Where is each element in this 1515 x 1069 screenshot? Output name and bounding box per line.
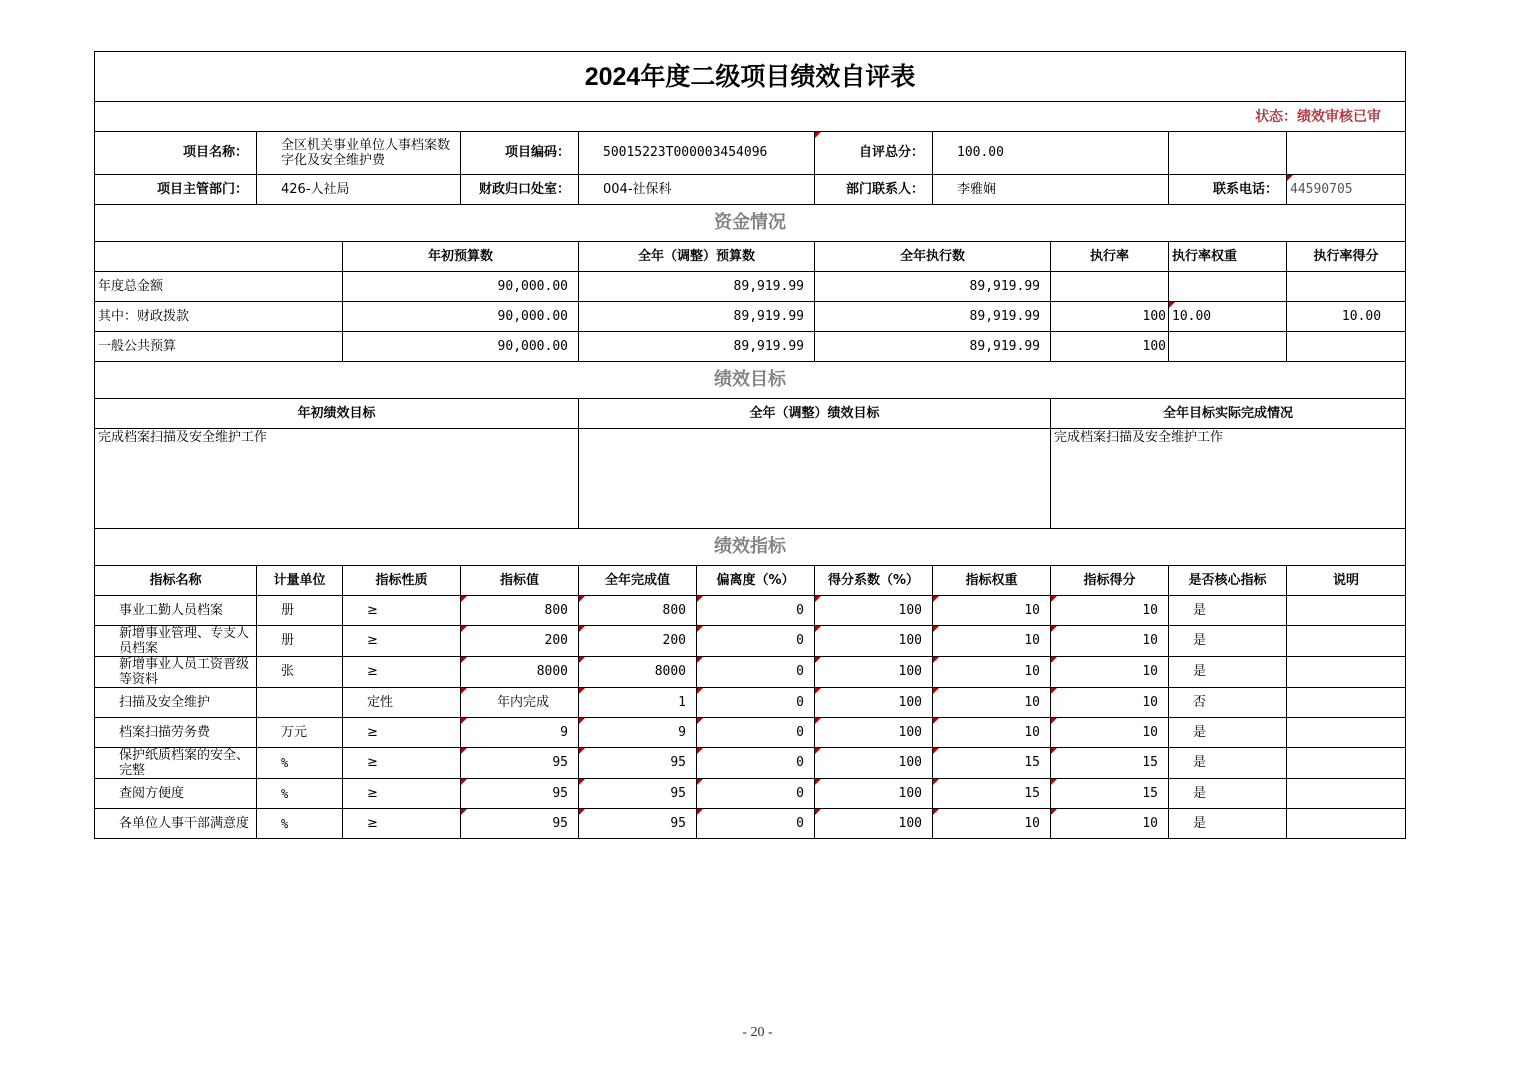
indicator-nature: 定性 [343, 688, 461, 718]
indicators-section-title: 绩效指标 [95, 529, 1406, 566]
indicator-score: 15 [1051, 779, 1169, 809]
indicator-coef: 100 [815, 626, 933, 657]
indicator-weight: 10 [933, 718, 1051, 748]
indicator-unit: 册 [257, 626, 343, 657]
funds-weight: 10.00 [1169, 302, 1287, 332]
funds-initial: 90,000.00 [343, 332, 579, 362]
funds-initial: 90,000.00 [343, 272, 579, 302]
indicator-target: 9 [461, 718, 579, 748]
indicator-nature: ≥ [343, 809, 461, 839]
empty-cell [95, 242, 343, 272]
indicator-score: 10 [1051, 596, 1169, 626]
indicator-target: 800 [461, 596, 579, 626]
evaluation-table [94, 51, 1406, 839]
goals-section-title: 绩效目标 [95, 362, 1406, 399]
funds-row [95, 332, 1406, 362]
indicator-header: 指标值 [461, 566, 579, 596]
performance-sheet [94, 51, 1405, 839]
indicator-unit [257, 688, 343, 718]
indicator-rows [95, 596, 1406, 839]
indicator-weight: 10 [933, 657, 1051, 688]
status-badge: 状态：绩效审核已审 [95, 102, 1406, 132]
indicator-name: 新增事业管理、专支人员档案 [95, 626, 257, 657]
table-row [95, 596, 1406, 626]
funds-adjusted: 89,919.99 [579, 332, 815, 362]
indicator-name: 新增事业人员工资晋级等资料 [95, 657, 257, 688]
indicator-weight: 10 [933, 809, 1051, 839]
indicator-unit: % [257, 748, 343, 779]
dept-label: 项目主管部门： [95, 175, 257, 205]
indicator-done: 200 [579, 626, 697, 657]
funds-initial: 90,000.00 [343, 302, 579, 332]
funds-header: 执行率 [1051, 242, 1169, 272]
indicator-name: 保护纸质档案的安全、完整 [95, 748, 257, 779]
indicator-weight: 10 [933, 596, 1051, 626]
indicator-header: 指标权重 [933, 566, 1051, 596]
funds-score: 10.00 [1287, 302, 1406, 332]
funds-executed: 89,919.99 [815, 302, 1051, 332]
indicator-score: 15 [1051, 748, 1169, 779]
funds-adjusted: 89,919.99 [579, 302, 815, 332]
indicator-dev: 0 [697, 779, 815, 809]
indicator-coef: 100 [815, 596, 933, 626]
indicator-name: 查阅方便度 [95, 779, 257, 809]
indicator-done: 95 [579, 809, 697, 839]
indicator-dev: 0 [697, 688, 815, 718]
indicator-coef: 100 [815, 809, 933, 839]
indicator-done: 8000 [579, 657, 697, 688]
self-score-value: 100.00 [933, 132, 1169, 175]
phone-value: 44590705 [1287, 175, 1406, 205]
indicator-coef: 100 [815, 718, 933, 748]
indicator-core: 是 [1169, 596, 1287, 626]
table-row [95, 688, 1406, 718]
indicator-dev: 0 [697, 626, 815, 657]
indicator-done: 95 [579, 779, 697, 809]
indicator-coef: 100 [815, 748, 933, 779]
page-title: 2024年度二级项目绩效自评表 [95, 52, 1406, 102]
funds-row [95, 272, 1406, 302]
indicator-target: 200 [461, 626, 579, 657]
indicator-name: 扫描及安全维护 [95, 688, 257, 718]
phone-label: 联系电话： [1169, 175, 1287, 205]
page-number: - 20 - [742, 1025, 773, 1040]
indicator-dev: 0 [697, 809, 815, 839]
indicator-unit: % [257, 779, 343, 809]
indicator-core: 是 [1169, 809, 1287, 839]
funds-rate: 100 [1051, 302, 1169, 332]
indicator-dev: 0 [697, 718, 815, 748]
indicator-unit: 册 [257, 596, 343, 626]
indicator-note [1287, 748, 1406, 779]
empty-cell [1287, 132, 1406, 175]
funds-header: 执行率权重 [1169, 242, 1287, 272]
funds-section-title: 资金情况 [95, 205, 1406, 242]
indicator-nature: ≥ [343, 596, 461, 626]
indicator-note [1287, 779, 1406, 809]
indicator-done: 95 [579, 748, 697, 779]
funds-weight [1169, 272, 1287, 302]
goal-initial: 完成档案扫描及安全维护工作 [95, 429, 579, 529]
indicator-score: 10 [1051, 809, 1169, 839]
table-row [95, 779, 1406, 809]
goal-adjusted [579, 429, 1051, 529]
table-row [95, 626, 1406, 657]
indicator-name: 各单位人事干部满意度 [95, 809, 257, 839]
project-code-value: 50015223T000003454096 [579, 132, 815, 175]
indicator-note [1287, 657, 1406, 688]
contact-value: 李雅娴 [933, 175, 1169, 205]
indicator-target: 95 [461, 748, 579, 779]
funds-rate: 100 [1051, 332, 1169, 362]
indicator-nature: ≥ [343, 779, 461, 809]
project-name-label: 项目名称： [95, 132, 257, 175]
funds-score [1287, 332, 1406, 362]
indicator-score: 10 [1051, 626, 1169, 657]
goals-header: 全年（调整）绩效目标 [579, 399, 1051, 429]
funds-weight [1169, 332, 1287, 362]
indicator-weight: 15 [933, 779, 1051, 809]
indicator-core: 是 [1169, 657, 1287, 688]
indicator-score: 10 [1051, 718, 1169, 748]
indicator-unit: 张 [257, 657, 343, 688]
indicator-coef: 100 [815, 779, 933, 809]
funds-score [1287, 272, 1406, 302]
indicator-nature: ≥ [343, 626, 461, 657]
indicator-note [1287, 718, 1406, 748]
project-name-value: 全区机关事业单位人事档案数字化及安全维护费 [257, 132, 461, 175]
indicator-target: 年内完成 [461, 688, 579, 718]
funds-row-name: 年度总金额 [95, 272, 343, 302]
indicator-nature: ≥ [343, 657, 461, 688]
indicator-score: 10 [1051, 657, 1169, 688]
indicator-nature: ≥ [343, 748, 461, 779]
goals-header: 全年目标实际完成情况 [1051, 399, 1406, 429]
funds-adjusted: 89,919.99 [579, 272, 815, 302]
indicator-target: 95 [461, 779, 579, 809]
indicator-nature: ≥ [343, 718, 461, 748]
indicator-target: 95 [461, 809, 579, 839]
self-score-label: 自评总分： [815, 132, 933, 175]
contact-label: 部门联系人： [815, 175, 933, 205]
table-row [95, 748, 1406, 779]
indicator-note [1287, 809, 1406, 839]
indicator-unit: % [257, 809, 343, 839]
indicator-header: 指标性质 [343, 566, 461, 596]
indicator-header: 指标名称 [95, 566, 257, 596]
project-code-label: 项目编码： [461, 132, 579, 175]
indicator-dev: 0 [697, 657, 815, 688]
funds-header: 全年执行数 [815, 242, 1051, 272]
table-row [95, 718, 1406, 748]
funds-rate [1051, 272, 1169, 302]
funds-row [95, 302, 1406, 332]
indicator-weight: 15 [933, 748, 1051, 779]
indicator-weight: 10 [933, 688, 1051, 718]
indicator-header: 计量单位 [257, 566, 343, 596]
goal-actual: 完成档案扫描及安全维护工作 [1051, 429, 1406, 529]
indicator-dev: 0 [697, 748, 815, 779]
indicator-coef: 100 [815, 657, 933, 688]
table-row [95, 657, 1406, 688]
dept-value: 426-人社局 [257, 175, 461, 205]
funds-header: 年初预算数 [343, 242, 579, 272]
indicator-core: 是 [1169, 779, 1287, 809]
funds-header: 全年（调整）预算数 [579, 242, 815, 272]
indicator-dev: 0 [697, 596, 815, 626]
table-row [95, 809, 1406, 839]
indicator-core: 是 [1169, 748, 1287, 779]
indicator-core: 否 [1169, 688, 1287, 718]
indicator-core: 是 [1169, 626, 1287, 657]
indicator-done: 800 [579, 596, 697, 626]
indicator-name: 事业工勤人员档案 [95, 596, 257, 626]
indicator-weight: 10 [933, 626, 1051, 657]
indicator-done: 9 [579, 718, 697, 748]
funds-header: 执行率得分 [1287, 242, 1406, 272]
empty-cell [1169, 132, 1287, 175]
indicator-note [1287, 688, 1406, 718]
indicator-note [1287, 596, 1406, 626]
indicator-coef: 100 [815, 688, 933, 718]
funds-row-name: 一般公共预算 [95, 332, 343, 362]
indicator-target: 8000 [461, 657, 579, 688]
indicator-header: 是否核心指标 [1169, 566, 1287, 596]
indicator-note [1287, 626, 1406, 657]
indicator-done: 1 [579, 688, 697, 718]
goals-header: 年初绩效目标 [95, 399, 579, 429]
indicator-header: 说明 [1287, 566, 1406, 596]
funds-executed: 89,919.99 [815, 332, 1051, 362]
indicator-header: 全年完成值 [579, 566, 697, 596]
indicator-header: 得分系数（%） [815, 566, 933, 596]
funds-row-name: 其中：财政拨款 [95, 302, 343, 332]
indicator-header: 偏离度（%） [697, 566, 815, 596]
finance-office-value: 004-社保科 [579, 175, 815, 205]
indicator-header: 指标得分 [1051, 566, 1169, 596]
funds-executed: 89,919.99 [815, 272, 1051, 302]
indicator-core: 是 [1169, 718, 1287, 748]
indicator-score: 10 [1051, 688, 1169, 718]
indicator-name: 档案扫描劳务费 [95, 718, 257, 748]
indicator-unit: 万元 [257, 718, 343, 748]
finance-office-label: 财政归口处室： [461, 175, 579, 205]
